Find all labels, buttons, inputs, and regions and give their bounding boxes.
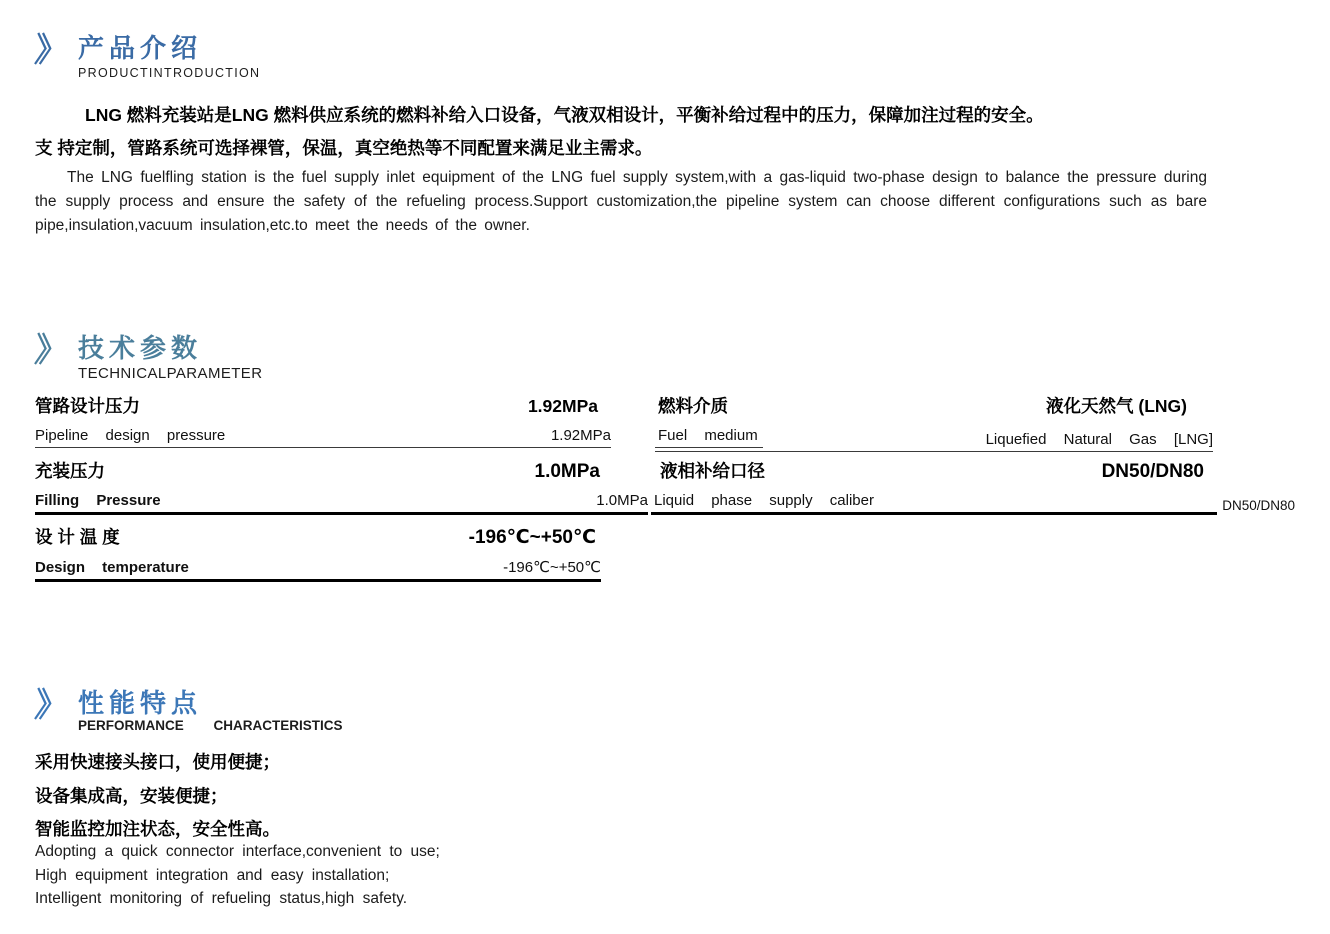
- param-value-en: 1.92MPa: [550, 427, 611, 444]
- features-list-zh: [35, 746, 280, 847]
- intro-title-en: PRODUCTINTRODUCTION: [78, 66, 261, 80]
- param-value-en: -196℃~+50℃: [503, 559, 601, 576]
- param-value-en: Liquefied Natural Gas [LNG]: [985, 431, 1213, 448]
- intro-paragraph-en: The LNG fuelfling station is the fuel supply inlet equipment of the LNG fuel supply system,with a gas-liquid two-phase design to balance the pressure during the supply process and ensure the safety of the refueling process.Support customization,the pipeline system can choose different configurations such as bare pipe,insulation,vacuum insulation,etc.to meet the needs of the owner.: [35, 169, 1207, 234]
- param-label-zh: 管路设计压力: [35, 396, 140, 416]
- section-params-header: [35, 333, 262, 382]
- param-label-en: Filling Pressure: [35, 492, 161, 509]
- param-value-zh: DN50/DN80: [1101, 461, 1204, 482]
- intro-title-zh: 产品介绍: [78, 33, 203, 63]
- feature-item-en: High equipment integration and easy installation;: [35, 866, 390, 884]
- param-label-en: Fuel medium: [655, 427, 763, 448]
- section-features-header: [35, 688, 343, 733]
- param-label-zh: 燃料介质: [658, 396, 728, 416]
- double-chevron-icon: 》: [33, 331, 70, 368]
- param-value-zh: 1.92MPa: [527, 396, 598, 416]
- feature-item-zh: 智能监控加注状态，安全性高。: [35, 819, 280, 839]
- param-filling-pressure: [35, 458, 648, 515]
- params-title-en: TECHNICALPARAMETER: [78, 365, 263, 382]
- param-label-zh: 液相补给口径: [660, 461, 765, 481]
- section-intro-header: [35, 33, 260, 80]
- param-value-zh: 液化天然气 (LNG): [1046, 396, 1187, 416]
- param-label-zh: 设 计 温 度: [35, 527, 120, 547]
- features-title-en: PERFORMANCE CHARACTERISTICS: [78, 718, 343, 733]
- feature-item-en: Adopting a quick connector interface,convenient to use;: [35, 843, 440, 860]
- param-design-temperature: [35, 524, 601, 582]
- param-label-zh: 充装压力: [35, 461, 105, 481]
- param-label-en: Pipeline design pressure: [35, 427, 226, 444]
- param-value-en: DN50/DN80: [1222, 498, 1295, 513]
- features-list-en: [35, 840, 440, 911]
- params-title-zh: 技术参数: [78, 333, 203, 363]
- param-label-en: Design temperature: [35, 559, 189, 576]
- param-value-zh: -196℃~+50℃: [468, 527, 596, 548]
- feature-item-en: Intelligent monitoring of refueling status,high safety.: [35, 890, 408, 907]
- intro-paragraph-zh: [35, 99, 1205, 165]
- feature-item-zh: 设备集成高，安装便捷；: [35, 785, 228, 806]
- feature-item-zh: 采用快速接头接口，使用便捷；: [35, 752, 280, 772]
- intro-zh-line2: 支 持定制，管路系统可选择裸管，保温，真空绝热等不同配置来满足业主需求。: [35, 138, 653, 158]
- features-title-zh: 性能特点: [78, 688, 203, 718]
- param-label-en: Liquid phase supply caliber: [654, 492, 874, 509]
- intro-zh-line1: LNG 燃料充装站是LNG 燃料供应系统的燃料补给入口设备，气液双相设计，平衡补给过程中的压力，保障加注过程的安全。: [85, 105, 1044, 125]
- param-liquid-phase-supply-caliber: [651, 458, 1295, 518]
- param-pipeline-design-pressure: [35, 393, 611, 448]
- param-value-en: 1.0MPa: [596, 492, 648, 509]
- double-chevron-icon: 》: [33, 686, 70, 723]
- param-value-zh: 1.0MPa: [534, 461, 600, 482]
- double-chevron-icon: 》: [33, 31, 70, 68]
- param-fuel-medium: [655, 393, 1213, 452]
